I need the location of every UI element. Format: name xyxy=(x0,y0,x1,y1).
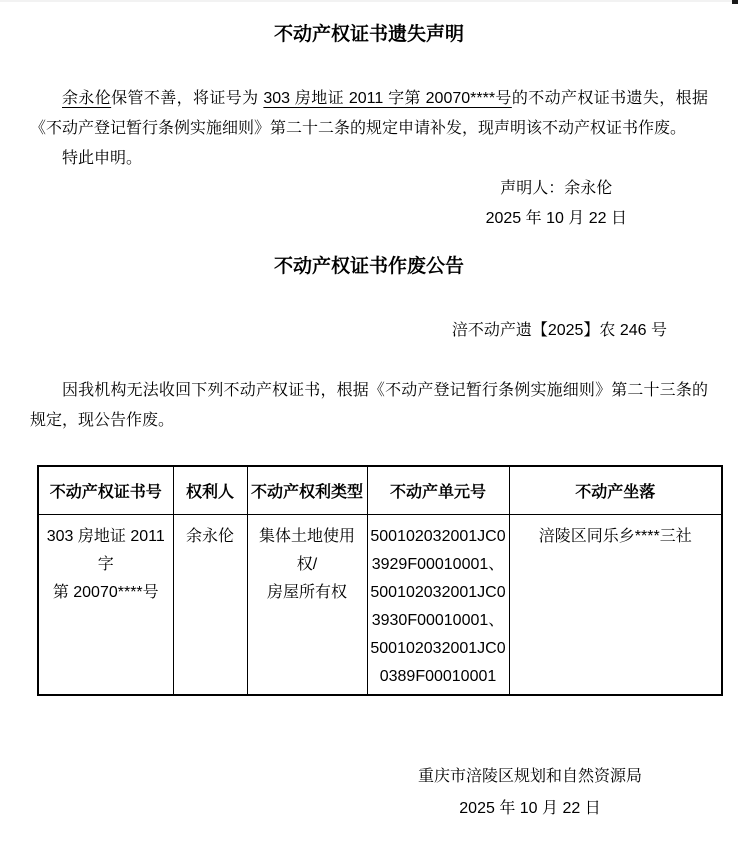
declarer-signature-block xyxy=(486,174,627,234)
declaration-date: 2025 年 10 月 22 日 xyxy=(485,210,627,227)
cell-right-type: 集体土地使用权/ 房屋所有权 xyxy=(247,515,367,696)
col-header-right-type: 不动产权利类型 xyxy=(247,466,367,515)
issuing-authority: 重庆市涪陵区规划和自然资源局 xyxy=(417,768,642,785)
issue-date: 2025 年 10 月 22 日 xyxy=(459,800,601,817)
cancellation-table xyxy=(37,465,723,696)
col-header-location: 不动产坐落 xyxy=(509,466,722,515)
loss-declaration-paragraph xyxy=(30,84,708,144)
closing-statement: 特此申明。 xyxy=(62,150,143,167)
declarer-name-line: 声明人：余永伦 xyxy=(500,180,613,197)
cell-right-holder: 余永伦 xyxy=(173,515,247,696)
cell-unit-number: 500102032001JC0 3929F00010001、 500102032001JC0 3930F00010001、 500102032001JC0 0389F00010001 xyxy=(367,515,509,696)
cancellation-notice-paragraph: 因我机构无法收回下列不动产权证书，根据《不动产登记暂行条例实施细则》第二十三条的规定，现公告作废。 xyxy=(30,382,708,429)
paragraph-text: 保管不善，将证号为 xyxy=(111,90,264,107)
cell-location: 涪陵区同乐乡****三社 xyxy=(509,515,722,696)
window-top-edge xyxy=(0,0,738,2)
col-header-unit-number: 不动产单元号 xyxy=(367,466,509,515)
table-row xyxy=(38,515,722,696)
scrollbar-thumb-fragment[interactable] xyxy=(732,0,738,4)
paragraph-text: 的不动产权证书遗失，根据《不动产登记暂行条例实施细则》第二十二条的规定申请补发，现声明该不动产权证书作废。 xyxy=(30,90,708,137)
cancellation-notice-title: 不动产权证书作废公告 xyxy=(273,256,464,277)
certificate-number-underlined: 303 房地证 2011 字第 20070****号 xyxy=(263,90,512,107)
declarer-name-underlined: 余永伦 xyxy=(62,90,112,107)
cell-certificate-number: 303 房地证 2011 字 第 20070****号 xyxy=(38,515,173,696)
table-header-row xyxy=(38,466,722,515)
document-reference-number: 涪不动产遗【2025】农 246 号 xyxy=(451,322,667,339)
col-header-certificate-number: 不动产权证书号 xyxy=(38,466,173,515)
issuer-signature-block xyxy=(418,761,642,846)
col-header-right-holder: 权利人 xyxy=(173,466,247,515)
loss-declaration-title: 不动产权证书遗失声明 xyxy=(273,24,464,45)
